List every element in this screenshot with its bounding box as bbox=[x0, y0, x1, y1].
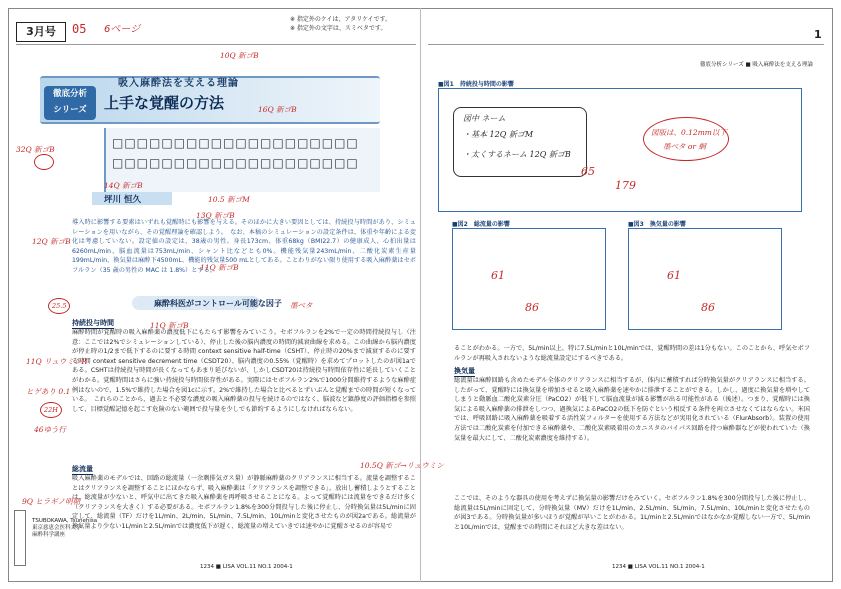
annotation-left-1: 32Q 新ゴB bbox=[16, 145, 55, 154]
page-number: 05 bbox=[72, 22, 87, 36]
figure-1-note-right-2: 墨ベタ or 網 bbox=[663, 142, 706, 151]
header-rule-right bbox=[428, 44, 824, 45]
annotation-left-12: 9Q ヒラギノ明朝 bbox=[22, 497, 81, 506]
affiliation bbox=[32, 518, 97, 539]
figure-1-frame bbox=[438, 88, 802, 212]
spine-line bbox=[420, 8, 421, 582]
lead-paragraph: 導入時に影響する要素はいずれも覚醒時にも影響を与える。そのほかに大きい要因としては、持続投与時間があり、シミュレーションを用いながら、その覚醒理論を確認しよう。 なお、本稿のシミュレーションの設定条件は、体重や年齢による変化は考慮していない。設定値の設定は、38歳の男性。身長173cm、体重68kg（BMI22.7）の健康成人、心拍出量は6260mL/min、脳血流量は753mL/min、シャント比などとも0%。機能残気量243mL/min、二酸化炭素生産量199mL/min、換気量は麻酔下4500mL、機能的残気量500 mLとしてある。ことわりがない限り使用する吸入麻酔薬はセボフルラン（35 歳の男性の MAC は 1.8%）とする。 bbox=[72, 219, 416, 274]
annotation-red-1: 10Q 新ゴB bbox=[220, 51, 259, 60]
figure-2-label: ■図2 総流量の影響 bbox=[452, 221, 510, 228]
issue-tab: 3月号 bbox=[16, 22, 66, 42]
figure-1-note-2: ・基本 12Q 新ゴM bbox=[463, 130, 534, 139]
footer-right: 1234 ■ LISA VOL.11 NO.1 2004-1 bbox=[612, 564, 705, 570]
figure-2-dim-1: 61 bbox=[491, 269, 505, 282]
affiliation-name: TSUBOKAWA, Tsunehisa bbox=[32, 518, 98, 524]
figure-3-frame bbox=[628, 228, 782, 330]
figure-2-dim-2: 86 bbox=[525, 301, 539, 314]
subtitle: 吸入麻酔法を支える理論 bbox=[118, 78, 239, 89]
author-name: 坪川 恒久 bbox=[104, 195, 141, 205]
figure-1-red-ellipse bbox=[643, 117, 729, 161]
subheading-ventilation: 換気量 bbox=[454, 367, 475, 375]
body-paragraph-1: 麻酔時間が覚醒時の吸入麻酔薬の濃度低下にもたらす影響をみていこう。セボフルランを2%で一定の時間持続投与し（注意：ここでは2%でシミュレーションしている）、停止した後の脳内濃度の時間的減衰曲線を求める。この曲線から脳内濃度が停止時の1/2まで低下するのに要する時間 context sensitive half-time（CSHT）、停止時の20%まで減衰するのに要する時間 context sensitive decrement time（CSDT20）、脳内濃度の0.55%（覚醒時）を求めてプロットしたのが図1aである。CSHTは持続投与時間が長くなってもあまり延びないが、しかしCSDT20は持続投与時間依存性に延長していくことがわかる。覚醒時間はさらに強い持続投与時間依存性がある。実際にはセボフルラン2%で1000分間維持するような麻酔症例はないので、1.5%で維持した場合を図1cに示す。2%で維持した場合と比べるとずいぶんと覚醒までの時間が短くなっている。 これらのことから、過去と不必要な濃度の吸入麻酔薬の投与を続けるのではなく、脳波など鎮静度の評価指標を参照して、目標覚醒記憶を起こす危険のない範囲で投与量を少しでも節約するようにしなければならない。 bbox=[72, 329, 416, 413]
annotation-left-9: ヒゲあり 0.1 bbox=[26, 387, 71, 396]
page-note: 6ページ bbox=[104, 24, 141, 35]
annotation-left-10: 46ゆう行 bbox=[34, 425, 67, 434]
top-note-2: ※ 指定外の文字は、スミベタです。 bbox=[290, 25, 387, 32]
top-note-1: ※ 指定外のケイは、アタリケイです。 bbox=[290, 16, 392, 23]
footer-left: 1234 ■ LISA VOL.11 NO.1 2004-1 bbox=[200, 564, 293, 570]
subheading-total-flow: 総流量 bbox=[72, 465, 93, 473]
annotation-red-4: 10.5Q 新ゴ→リュウミン bbox=[360, 461, 444, 470]
header-rule-left bbox=[16, 44, 416, 45]
body-paragraph-2: 吸入麻酔薬のモデルでは、回路の総流量（一余剰排気ガス量）が静脈麻酔薬のクリアランスに相当する。流量を調整することはクリアランスを調整することにほかならず、吸入麻酔薬は「クリアランスを調整できる」。放出し蓄積しようとすることは、総流量が少ないと、呼気中に出てきた吸入麻酔薬を再呼吸させることになる。よって覚醒時には流量をできるだけ多く（クリアランスを大きく）する必要がある。セボフルラン1.8%を300分間投与した後に停止し、分時換気量は5L/minに固定して、総流量（TF）だけを1L/min、2L/min、5L/min、7.5L/min、10L/minと変化させたものが図2aである。総流量が換気量より少ない1L/minと2.5L/minでは濃度低下が遅く、総流量の増えていきでは速やかに覚醒させるのが容易で bbox=[72, 475, 416, 530]
figure-3-dim-2: 86 bbox=[701, 301, 715, 314]
annotation-circle-1 bbox=[34, 154, 54, 170]
affiliation-box bbox=[14, 510, 26, 566]
annotation-left-4: 13Q 新ゴB bbox=[196, 211, 235, 220]
figure-1-label: ■図1 持続投与時間の影響 bbox=[438, 81, 514, 88]
annotation-left-7: 11Q 新ゴB bbox=[150, 321, 189, 330]
figure-3-label: ■図3 換気量の影響 bbox=[628, 221, 686, 228]
series-badge bbox=[44, 86, 96, 120]
right-body-3: ここでは、そのような器具の使用を考えずに換気量の影響だけをみていく。セボフルラン1.8%を300分間投与した後に停止し、総流量は5L/minに固定して、分時換気量（MV）だけを1L/min、2.5L/min、5L/min、7.5L/min、10L/minと変化させたものが図3である。分時換気量が多いほうが覚醒が早いことがわかる。1L/minと2.5L/minではなかなか覚醒しない一方で、5L/minと10L/minでは、覚醒までの時間にそれほど大きな差はない。 bbox=[454, 495, 810, 531]
figure-1-dim-2: 179 bbox=[615, 179, 636, 192]
affiliation-org-1: 東京慈恵会医科大学 bbox=[32, 525, 82, 531]
right-body-2: 総流量は麻酔回路も含めたモデル全体のクリアランスに相当するが、体内に蓄積すれば分時換気量がクリアランスに相当する。したがって、覚醒時には換気量を増加させると吸入麻酔薬を速やかに排泄することができる。しかし、過度に換気量を増やしてしまうと動脈血二酸化炭素分圧（PaCO2）が低下して脳血流量が減る影響が出る可能性がある（後述）。つまり、覚醒時には換気による吸入麻酔薬の排泄をしつつ、過換気によるPaCO2の低下を防ぐという相反する条件を両立させなくてはならない。米国では、呼吸回路に吸入麻酔薬を吸着する活性炭フィルターを使用する方法などが実用化されている（FlurAbsorb）。装置の使用方法では二酸化炭素を付加できる麻酔薬や、二酸化炭素吸着用のカニスタのバイパス回路を持つ麻酔器などが使われていた（換気量を最大にして、二酸化炭素濃度を維持する）。 bbox=[454, 377, 810, 442]
right-body-1: ることがわかる。一方で、5L/min以上、特に7.5L/minと10L/minでは、覚醒時間の差は1分もない。このことから、呼気セボフルランが再吸入されないような総流量設定にするべきである。 bbox=[454, 345, 810, 362]
figure-3-dim-1: 61 bbox=[667, 269, 681, 282]
annotation-red-2: 16Q 新ゴB bbox=[258, 105, 297, 114]
affiliation-org-2: 麻酔科学講座 bbox=[32, 532, 66, 538]
placeholder-line-1: □□□□□□□□□□□□□□□□□□□□ bbox=[112, 136, 359, 150]
right-page-number: 1 bbox=[814, 28, 822, 41]
annotation-left-8: 11Q リュウミンR bbox=[26, 357, 87, 366]
running-head: 徹底分析シリーズ ■ 吸入麻酔法を支える理論 bbox=[700, 62, 813, 68]
figure-1-note-right-1: 図版は、0.12mm以下 bbox=[651, 128, 727, 137]
annotation-red-3: 墨ベタ bbox=[290, 301, 313, 310]
annotation-left-5: 12Q 新ゴB bbox=[32, 237, 71, 246]
annotation-left-3: 10.5 新ゴM bbox=[208, 195, 250, 204]
annotation-red-5: 11Q 新ゴB bbox=[200, 263, 239, 272]
annotation-left-11: 22H bbox=[44, 406, 58, 414]
placeholder-line-2: □□□□□□□□□□□□□□□□□□□□ bbox=[112, 156, 359, 170]
series-line-1: 徹底分析 bbox=[52, 89, 87, 99]
subheading-duration: 持続投与時間 bbox=[72, 319, 114, 327]
figure-2-frame bbox=[452, 228, 606, 330]
figure-1-note-1: 図中 ネーム bbox=[463, 114, 506, 123]
series-line-2: シリーズ bbox=[53, 105, 87, 115]
annotation-left-6: 25.5 bbox=[52, 302, 67, 310]
figure-1-note-3: ・太くするネーム 12Q 新ゴB bbox=[463, 150, 571, 159]
annotation-left-2: 14Q 新ゴB bbox=[104, 181, 143, 190]
page-title: 上手な覚醒の方法 bbox=[104, 94, 225, 112]
figure-1-dim-1: 65 bbox=[581, 165, 595, 178]
section-heading: 麻酔科医がコントロール可能な因子 bbox=[154, 299, 282, 308]
